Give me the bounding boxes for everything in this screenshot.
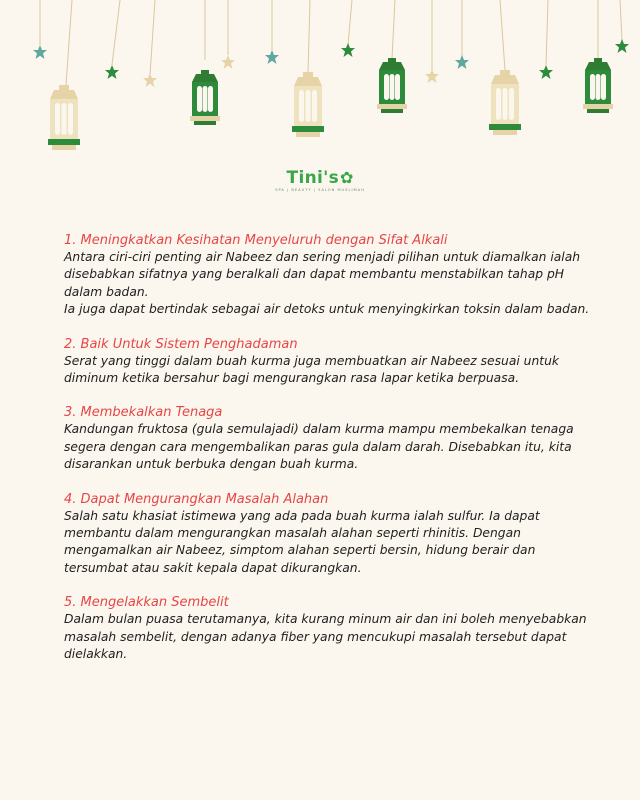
section-allergy — [64, 491, 592, 578]
section-paragraph: Dalam bulan puasa terutamanya, kita kurang minum air dan ini boleh menyebabkan masalah sembelit, dengan adanya fiber yang mencukupi masalah tersebut dapat dielakkan. — [64, 612, 587, 662]
star-icon — [33, 39, 629, 87]
section-paragraph: Salah satu khasiat istimewa yang ada pada buah kurma ialah sulfur. Ia dapat membantu dalam mengurangkan masalah alahan seperti rhinitis. Dengan mengamalkan air Nabeez, simptom alahan seperti bersin, hidung berair dan tersumbat atau sakit kepala dapat dikurangkan. — [64, 508, 540, 575]
brand-logo — [0, 168, 640, 192]
section-heading: 1. Meningkatkan Kesihatan Menyeluruh dengan Sifat Alkali — [64, 233, 448, 248]
section-paragraph: Antara ciri-ciri penting air Nabeez dan sering menjadi pilihan untuk diamalkan ialah disebabkan sifatnya yang beralkali dan dapat membantu menstabilkan tahap pH dalam badan. — [64, 250, 581, 299]
section-paragraph: Ia juga dapat bertindak sebagai air detoks untuk menyingkirkan toksin dalam badan. — [64, 302, 590, 317]
brand-name: Tini's — [286, 168, 340, 188]
article-body — [64, 232, 592, 681]
section-alkali — [64, 232, 592, 319]
brand-tagline: SPA | BEAUTY | SALON MUSLIMAH — [275, 188, 365, 192]
section-constipation — [64, 594, 592, 663]
ramadan-decoration — [0, 0, 640, 160]
section-energy — [64, 404, 592, 473]
flower-icon: ✿ — [340, 168, 354, 187]
lantern-icon — [48, 58, 613, 150]
section-paragraph: Serat yang tinggi dalam buah kurma juga membuatkan air Nabeez sesuai untuk diminum ketika bersahur bagi mengurangkan rasa lapar ketika berpuasa. — [64, 353, 559, 386]
section-heading: 5. Mengelakkan Sembelit — [64, 595, 229, 611]
section-digestion — [64, 336, 592, 388]
section-heading: 4. Dapat Mengurangkan Masalah Alahan — [64, 491, 329, 507]
section-heading: 2. Baik Untuk Sistem Penghadaman — [64, 336, 298, 352]
section-heading: 3. Membekalkan Tenaga — [64, 405, 223, 421]
section-paragraph: Kandungan fruktosa (gula semulajadi) dalam kurma mampu membekalkan tenaga segera dengan cara mengembalikan paras gula dalam darah. Disebabkan itu, kita disarankan untuk berbuka dengan buah kurma. — [64, 422, 574, 472]
